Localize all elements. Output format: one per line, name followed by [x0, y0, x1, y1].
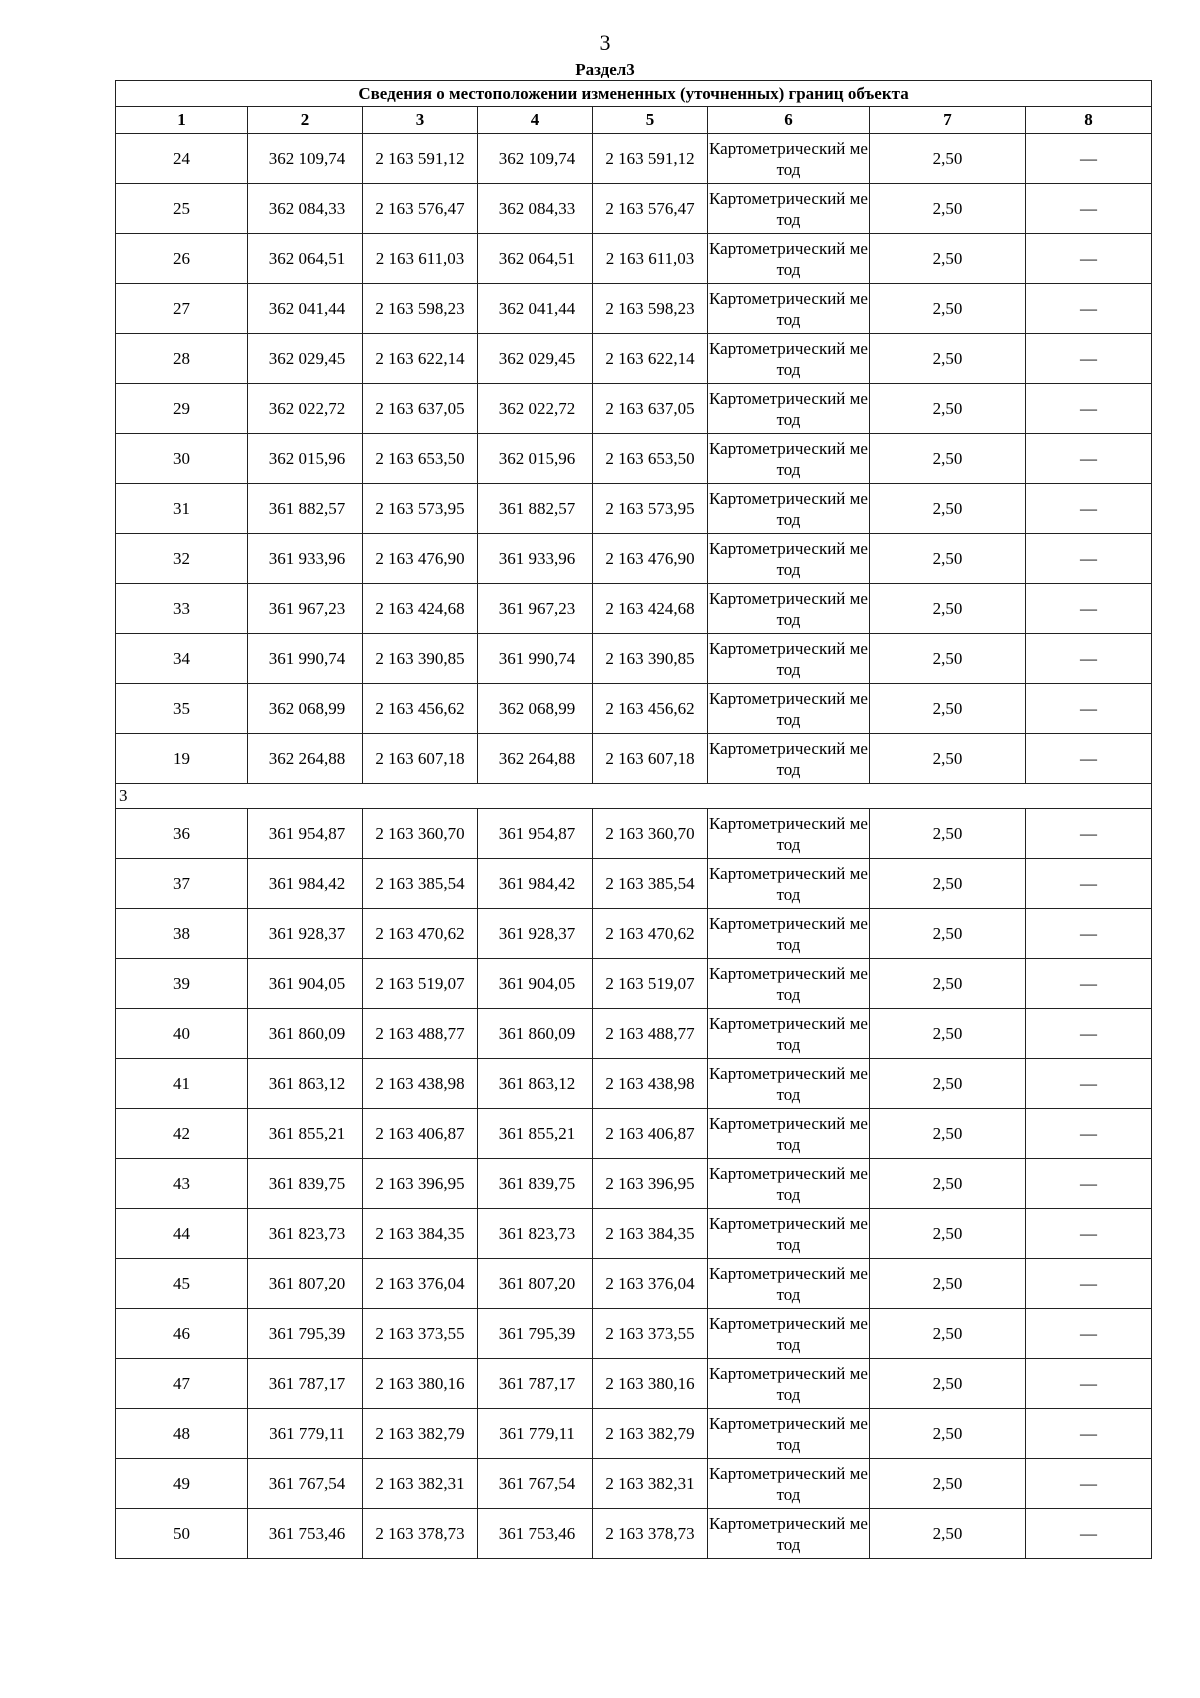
x-existing-cell: 362 109,74	[248, 134, 363, 184]
group-label: 3	[116, 784, 1152, 809]
point-number-cell: 40	[116, 1009, 248, 1059]
column-header: 7	[870, 107, 1026, 134]
method-cell: Картометрический метод	[708, 959, 870, 1009]
y-existing-cell: 2 163 476,90	[363, 534, 478, 584]
accuracy-cell: 2,50	[870, 1009, 1026, 1059]
method-cell: Картометрический метод	[708, 284, 870, 334]
y-existing-cell: 2 163 470,62	[363, 909, 478, 959]
y-refined-cell: 2 163 488,77	[593, 1009, 708, 1059]
x-refined-cell: 362 064,51	[478, 234, 593, 284]
description-cell: —	[1026, 584, 1152, 634]
description-cell: —	[1026, 809, 1152, 859]
point-number-cell: 42	[116, 1109, 248, 1159]
x-refined-cell: 361 967,23	[478, 584, 593, 634]
x-refined-cell: 361 904,05	[478, 959, 593, 1009]
y-existing-cell: 2 163 488,77	[363, 1009, 478, 1059]
table-row	[116, 1259, 1152, 1309]
column-header: 4	[478, 107, 593, 134]
table-caption: Сведения о местоположении измененных (уточненных) границ объекта	[116, 81, 1152, 107]
x-refined-cell: 362 022,72	[478, 384, 593, 434]
point-number-cell: 41	[116, 1059, 248, 1109]
y-existing-cell: 2 163 396,95	[363, 1159, 478, 1209]
accuracy-cell: 2,50	[870, 909, 1026, 959]
y-existing-cell: 2 163 382,79	[363, 1409, 478, 1459]
x-existing-cell: 361 954,87	[248, 809, 363, 859]
accuracy-cell: 2,50	[870, 134, 1026, 184]
accuracy-cell: 2,50	[870, 1259, 1026, 1309]
x-existing-cell: 362 015,96	[248, 434, 363, 484]
x-refined-cell: 361 807,20	[478, 1259, 593, 1309]
y-existing-cell: 2 163 576,47	[363, 184, 478, 234]
x-existing-cell: 361 904,05	[248, 959, 363, 1009]
y-refined-cell: 2 163 360,70	[593, 809, 708, 859]
x-refined-cell: 362 084,33	[478, 184, 593, 234]
x-existing-cell: 361 787,17	[248, 1359, 363, 1409]
point-number-cell: 50	[116, 1509, 248, 1559]
accuracy-cell: 2,50	[870, 734, 1026, 784]
y-existing-cell: 2 163 438,98	[363, 1059, 478, 1109]
y-existing-cell: 2 163 376,04	[363, 1259, 478, 1309]
description-cell: —	[1026, 334, 1152, 384]
method-cell: Картометрический метод	[708, 684, 870, 734]
method-cell: Картометрический метод	[708, 1409, 870, 1459]
description-cell: —	[1026, 684, 1152, 734]
description-cell: —	[1026, 1309, 1152, 1359]
table-row	[116, 1009, 1152, 1059]
table-row	[116, 809, 1152, 859]
x-existing-cell: 361 779,11	[248, 1409, 363, 1459]
table-body	[116, 134, 1152, 1559]
x-existing-cell: 362 022,72	[248, 384, 363, 434]
y-existing-cell: 2 163 591,12	[363, 134, 478, 184]
table-row	[116, 1509, 1152, 1559]
x-refined-cell: 361 928,37	[478, 909, 593, 959]
table-row	[116, 1459, 1152, 1509]
description-cell: —	[1026, 234, 1152, 284]
method-cell: Картометрический метод	[708, 334, 870, 384]
y-existing-cell: 2 163 611,03	[363, 234, 478, 284]
y-existing-cell: 2 163 622,14	[363, 334, 478, 384]
method-cell: Картометрический метод	[708, 484, 870, 534]
column-header: 3	[363, 107, 478, 134]
x-refined-cell: 361 787,17	[478, 1359, 593, 1409]
method-cell: Картометрический метод	[708, 1309, 870, 1359]
point-number-cell: 34	[116, 634, 248, 684]
point-number-cell: 27	[116, 284, 248, 334]
y-existing-cell: 2 163 598,23	[363, 284, 478, 334]
y-refined-cell: 2 163 573,95	[593, 484, 708, 534]
x-refined-cell: 362 029,45	[478, 334, 593, 384]
description-cell: —	[1026, 434, 1152, 484]
x-existing-cell: 361 795,39	[248, 1309, 363, 1359]
y-existing-cell: 2 163 382,31	[363, 1459, 478, 1509]
method-cell: Картометрический метод	[708, 809, 870, 859]
x-refined-cell: 362 041,44	[478, 284, 593, 334]
y-existing-cell: 2 163 390,85	[363, 634, 478, 684]
x-existing-cell: 361 823,73	[248, 1209, 363, 1259]
method-cell: Картометрический метод	[708, 1109, 870, 1159]
point-number-cell: 36	[116, 809, 248, 859]
y-refined-cell: 2 163 396,95	[593, 1159, 708, 1209]
column-header: 6	[708, 107, 870, 134]
page-number: 3	[599, 30, 611, 55]
y-existing-cell: 2 163 456,62	[363, 684, 478, 734]
x-refined-cell: 361 984,42	[478, 859, 593, 909]
x-existing-cell: 361 967,23	[248, 584, 363, 634]
y-existing-cell: 2 163 380,16	[363, 1359, 478, 1409]
description-cell: —	[1026, 1109, 1152, 1159]
x-existing-cell: 361 860,09	[248, 1009, 363, 1059]
x-refined-cell: 362 109,74	[478, 134, 593, 184]
accuracy-cell: 2,50	[870, 809, 1026, 859]
accuracy-cell: 2,50	[870, 584, 1026, 634]
accuracy-cell: 2,50	[870, 284, 1026, 334]
x-existing-cell: 362 084,33	[248, 184, 363, 234]
method-cell: Картометрический метод	[708, 1209, 870, 1259]
x-existing-cell: 361 753,46	[248, 1509, 363, 1559]
description-cell: —	[1026, 1059, 1152, 1109]
accuracy-cell: 2,50	[870, 1509, 1026, 1559]
method-cell: Картометрический метод	[708, 1359, 870, 1409]
accuracy-cell: 2,50	[870, 384, 1026, 434]
point-number-cell: 39	[116, 959, 248, 1009]
y-refined-cell: 2 163 598,23	[593, 284, 708, 334]
accuracy-cell: 2,50	[870, 859, 1026, 909]
method-cell: Картометрический метод	[708, 1009, 870, 1059]
method-cell: Картометрический метод	[708, 184, 870, 234]
point-number-cell: 45	[116, 1259, 248, 1309]
y-refined-cell: 2 163 653,50	[593, 434, 708, 484]
x-existing-cell: 361 984,42	[248, 859, 363, 909]
y-existing-cell: 2 163 360,70	[363, 809, 478, 859]
y-refined-cell: 2 163 376,04	[593, 1259, 708, 1309]
method-cell: Картометрический метод	[708, 1459, 870, 1509]
table-row	[116, 1209, 1152, 1259]
table-row	[116, 1309, 1152, 1359]
description-cell: —	[1026, 909, 1152, 959]
group-label-row	[116, 784, 1152, 809]
x-refined-cell: 361 954,87	[478, 809, 593, 859]
description-cell: —	[1026, 184, 1152, 234]
method-cell: Картометрический метод	[708, 634, 870, 684]
description-cell: —	[1026, 384, 1152, 434]
table-row	[116, 584, 1152, 634]
point-number-cell: 31	[116, 484, 248, 534]
x-existing-cell: 361 882,57	[248, 484, 363, 534]
y-refined-cell: 2 163 519,07	[593, 959, 708, 1009]
method-cell: Картометрический метод	[708, 734, 870, 784]
accuracy-cell: 2,50	[870, 1459, 1026, 1509]
table-row	[116, 534, 1152, 584]
y-refined-cell: 2 163 637,05	[593, 384, 708, 434]
point-number-cell: 37	[116, 859, 248, 909]
point-number-cell: 47	[116, 1359, 248, 1409]
method-cell: Картометрический метод	[708, 1259, 870, 1309]
x-refined-cell: 361 990,74	[478, 634, 593, 684]
y-refined-cell: 2 163 611,03	[593, 234, 708, 284]
y-existing-cell: 2 163 424,68	[363, 584, 478, 634]
table-row	[116, 484, 1152, 534]
x-existing-cell: 361 933,96	[248, 534, 363, 584]
x-existing-cell: 361 839,75	[248, 1159, 363, 1209]
description-cell: —	[1026, 534, 1152, 584]
description-cell: —	[1026, 859, 1152, 909]
x-refined-cell: 361 933,96	[478, 534, 593, 584]
y-refined-cell: 2 163 607,18	[593, 734, 708, 784]
x-refined-cell: 362 015,96	[478, 434, 593, 484]
x-existing-cell: 362 029,45	[248, 334, 363, 384]
y-refined-cell: 2 163 576,47	[593, 184, 708, 234]
accuracy-cell: 2,50	[870, 334, 1026, 384]
y-refined-cell: 2 163 385,54	[593, 859, 708, 909]
accuracy-cell: 2,50	[870, 1209, 1026, 1259]
y-refined-cell: 2 163 476,90	[593, 534, 708, 584]
table-row	[116, 134, 1152, 184]
table-row	[116, 634, 1152, 684]
y-refined-cell: 2 163 406,87	[593, 1109, 708, 1159]
y-refined-cell: 2 163 384,35	[593, 1209, 708, 1259]
x-refined-cell: 361 863,12	[478, 1059, 593, 1109]
point-number-cell: 49	[116, 1459, 248, 1509]
accuracy-cell: 2,50	[870, 634, 1026, 684]
accuracy-cell: 2,50	[870, 484, 1026, 534]
description-cell: —	[1026, 1509, 1152, 1559]
description-cell: —	[1026, 1209, 1152, 1259]
method-cell: Картометрический метод	[708, 434, 870, 484]
accuracy-cell: 2,50	[870, 1359, 1026, 1409]
x-existing-cell: 362 041,44	[248, 284, 363, 334]
y-refined-cell: 2 163 390,85	[593, 634, 708, 684]
point-number-cell: 26	[116, 234, 248, 284]
accuracy-cell: 2,50	[870, 1309, 1026, 1359]
table-row	[116, 1059, 1152, 1109]
method-cell: Картометрический метод	[708, 909, 870, 959]
table-row	[116, 859, 1152, 909]
description-cell: —	[1026, 1259, 1152, 1309]
y-existing-cell: 2 163 607,18	[363, 734, 478, 784]
y-refined-cell: 2 163 424,68	[593, 584, 708, 634]
x-existing-cell: 361 863,12	[248, 1059, 363, 1109]
method-cell: Картометрический метод	[708, 384, 870, 434]
y-refined-cell: 2 163 382,31	[593, 1459, 708, 1509]
table-row	[116, 1359, 1152, 1409]
description-cell: —	[1026, 484, 1152, 534]
accuracy-cell: 2,50	[870, 959, 1026, 1009]
column-header: 1	[116, 107, 248, 134]
y-existing-cell: 2 163 385,54	[363, 859, 478, 909]
accuracy-cell: 2,50	[870, 184, 1026, 234]
x-existing-cell: 362 064,51	[248, 234, 363, 284]
method-cell: Картометрический метод	[708, 234, 870, 284]
table-row	[116, 234, 1152, 284]
table-row	[116, 684, 1152, 734]
table-row	[116, 184, 1152, 234]
y-existing-cell: 2 163 653,50	[363, 434, 478, 484]
column-header: 5	[593, 107, 708, 134]
description-cell: —	[1026, 284, 1152, 334]
description-cell: —	[1026, 959, 1152, 1009]
y-refined-cell: 2 163 380,16	[593, 1359, 708, 1409]
x-existing-cell: 361 990,74	[248, 634, 363, 684]
point-number-cell: 25	[116, 184, 248, 234]
point-number-cell: 46	[116, 1309, 248, 1359]
description-cell: —	[1026, 134, 1152, 184]
table-row	[116, 734, 1152, 784]
column-header: 8	[1026, 107, 1152, 134]
x-refined-cell: 361 839,75	[478, 1159, 593, 1209]
point-number-cell: 32	[116, 534, 248, 584]
point-number-cell: 30	[116, 434, 248, 484]
y-existing-cell: 2 163 406,87	[363, 1109, 478, 1159]
description-cell: —	[1026, 1459, 1152, 1509]
point-number-cell: 43	[116, 1159, 248, 1209]
x-refined-cell: 361 860,09	[478, 1009, 593, 1059]
column-header: 2	[248, 107, 363, 134]
method-cell: Картометрический метод	[708, 584, 870, 634]
point-number-cell: 28	[116, 334, 248, 384]
point-number-cell: 24	[116, 134, 248, 184]
accuracy-cell: 2,50	[870, 434, 1026, 484]
table-row	[116, 1159, 1152, 1209]
table-row	[116, 284, 1152, 334]
accuracy-cell: 2,50	[870, 234, 1026, 284]
y-existing-cell: 2 163 373,55	[363, 1309, 478, 1359]
point-number-cell: 33	[116, 584, 248, 634]
method-cell: Картометрический метод	[708, 1159, 870, 1209]
accuracy-cell: 2,50	[870, 1159, 1026, 1209]
table-row	[116, 384, 1152, 434]
x-existing-cell: 362 068,99	[248, 684, 363, 734]
accuracy-cell: 2,50	[870, 1059, 1026, 1109]
table-row	[116, 1109, 1152, 1159]
y-refined-cell: 2 163 378,73	[593, 1509, 708, 1559]
table-row	[116, 434, 1152, 484]
description-cell: —	[1026, 1359, 1152, 1409]
method-cell: Картометрический метод	[708, 1509, 870, 1559]
y-refined-cell: 2 163 622,14	[593, 334, 708, 384]
description-cell: —	[1026, 1409, 1152, 1459]
point-number-cell: 48	[116, 1409, 248, 1459]
y-refined-cell: 2 163 438,98	[593, 1059, 708, 1109]
x-refined-cell: 361 823,73	[478, 1209, 593, 1259]
point-number-cell: 19	[116, 734, 248, 784]
column-header-row	[116, 107, 1152, 134]
accuracy-cell: 2,50	[870, 1109, 1026, 1159]
y-refined-cell: 2 163 456,62	[593, 684, 708, 734]
x-existing-cell: 361 855,21	[248, 1109, 363, 1159]
x-refined-cell: 361 779,11	[478, 1409, 593, 1459]
point-number-cell: 35	[116, 684, 248, 734]
table-row	[116, 959, 1152, 1009]
section-title: Раздел3	[575, 60, 635, 79]
point-number-cell: 38	[116, 909, 248, 959]
x-existing-cell: 361 928,37	[248, 909, 363, 959]
x-existing-cell: 361 807,20	[248, 1259, 363, 1309]
y-existing-cell: 2 163 384,35	[363, 1209, 478, 1259]
table-caption-row	[116, 81, 1152, 107]
y-existing-cell: 2 163 573,95	[363, 484, 478, 534]
accuracy-cell: 2,50	[870, 684, 1026, 734]
point-number-cell: 29	[116, 384, 248, 434]
table-row	[116, 334, 1152, 384]
description-cell: —	[1026, 1159, 1152, 1209]
boundary-coordinates-table	[115, 80, 1152, 1559]
description-cell: —	[1026, 1009, 1152, 1059]
point-number-cell: 44	[116, 1209, 248, 1259]
x-existing-cell: 362 264,88	[248, 734, 363, 784]
y-existing-cell: 2 163 378,73	[363, 1509, 478, 1559]
x-refined-cell: 361 795,39	[478, 1309, 593, 1359]
method-cell: Картометрический метод	[708, 534, 870, 584]
y-refined-cell: 2 163 382,79	[593, 1409, 708, 1459]
description-cell: —	[1026, 734, 1152, 784]
y-existing-cell: 2 163 519,07	[363, 959, 478, 1009]
x-existing-cell: 361 767,54	[248, 1459, 363, 1509]
x-refined-cell: 362 264,88	[478, 734, 593, 784]
x-refined-cell: 361 882,57	[478, 484, 593, 534]
method-cell: Картометрический метод	[708, 1059, 870, 1109]
table-row	[116, 1409, 1152, 1459]
y-existing-cell: 2 163 637,05	[363, 384, 478, 434]
method-cell: Картометрический метод	[708, 134, 870, 184]
description-cell: —	[1026, 634, 1152, 684]
accuracy-cell: 2,50	[870, 1409, 1026, 1459]
y-refined-cell: 2 163 373,55	[593, 1309, 708, 1359]
x-refined-cell: 362 068,99	[478, 684, 593, 734]
y-refined-cell: 2 163 470,62	[593, 909, 708, 959]
y-refined-cell: 2 163 591,12	[593, 134, 708, 184]
x-refined-cell: 361 855,21	[478, 1109, 593, 1159]
method-cell: Картометрический метод	[708, 859, 870, 909]
x-refined-cell: 361 767,54	[478, 1459, 593, 1509]
x-refined-cell: 361 753,46	[478, 1509, 593, 1559]
table-row	[116, 909, 1152, 959]
accuracy-cell: 2,50	[870, 534, 1026, 584]
